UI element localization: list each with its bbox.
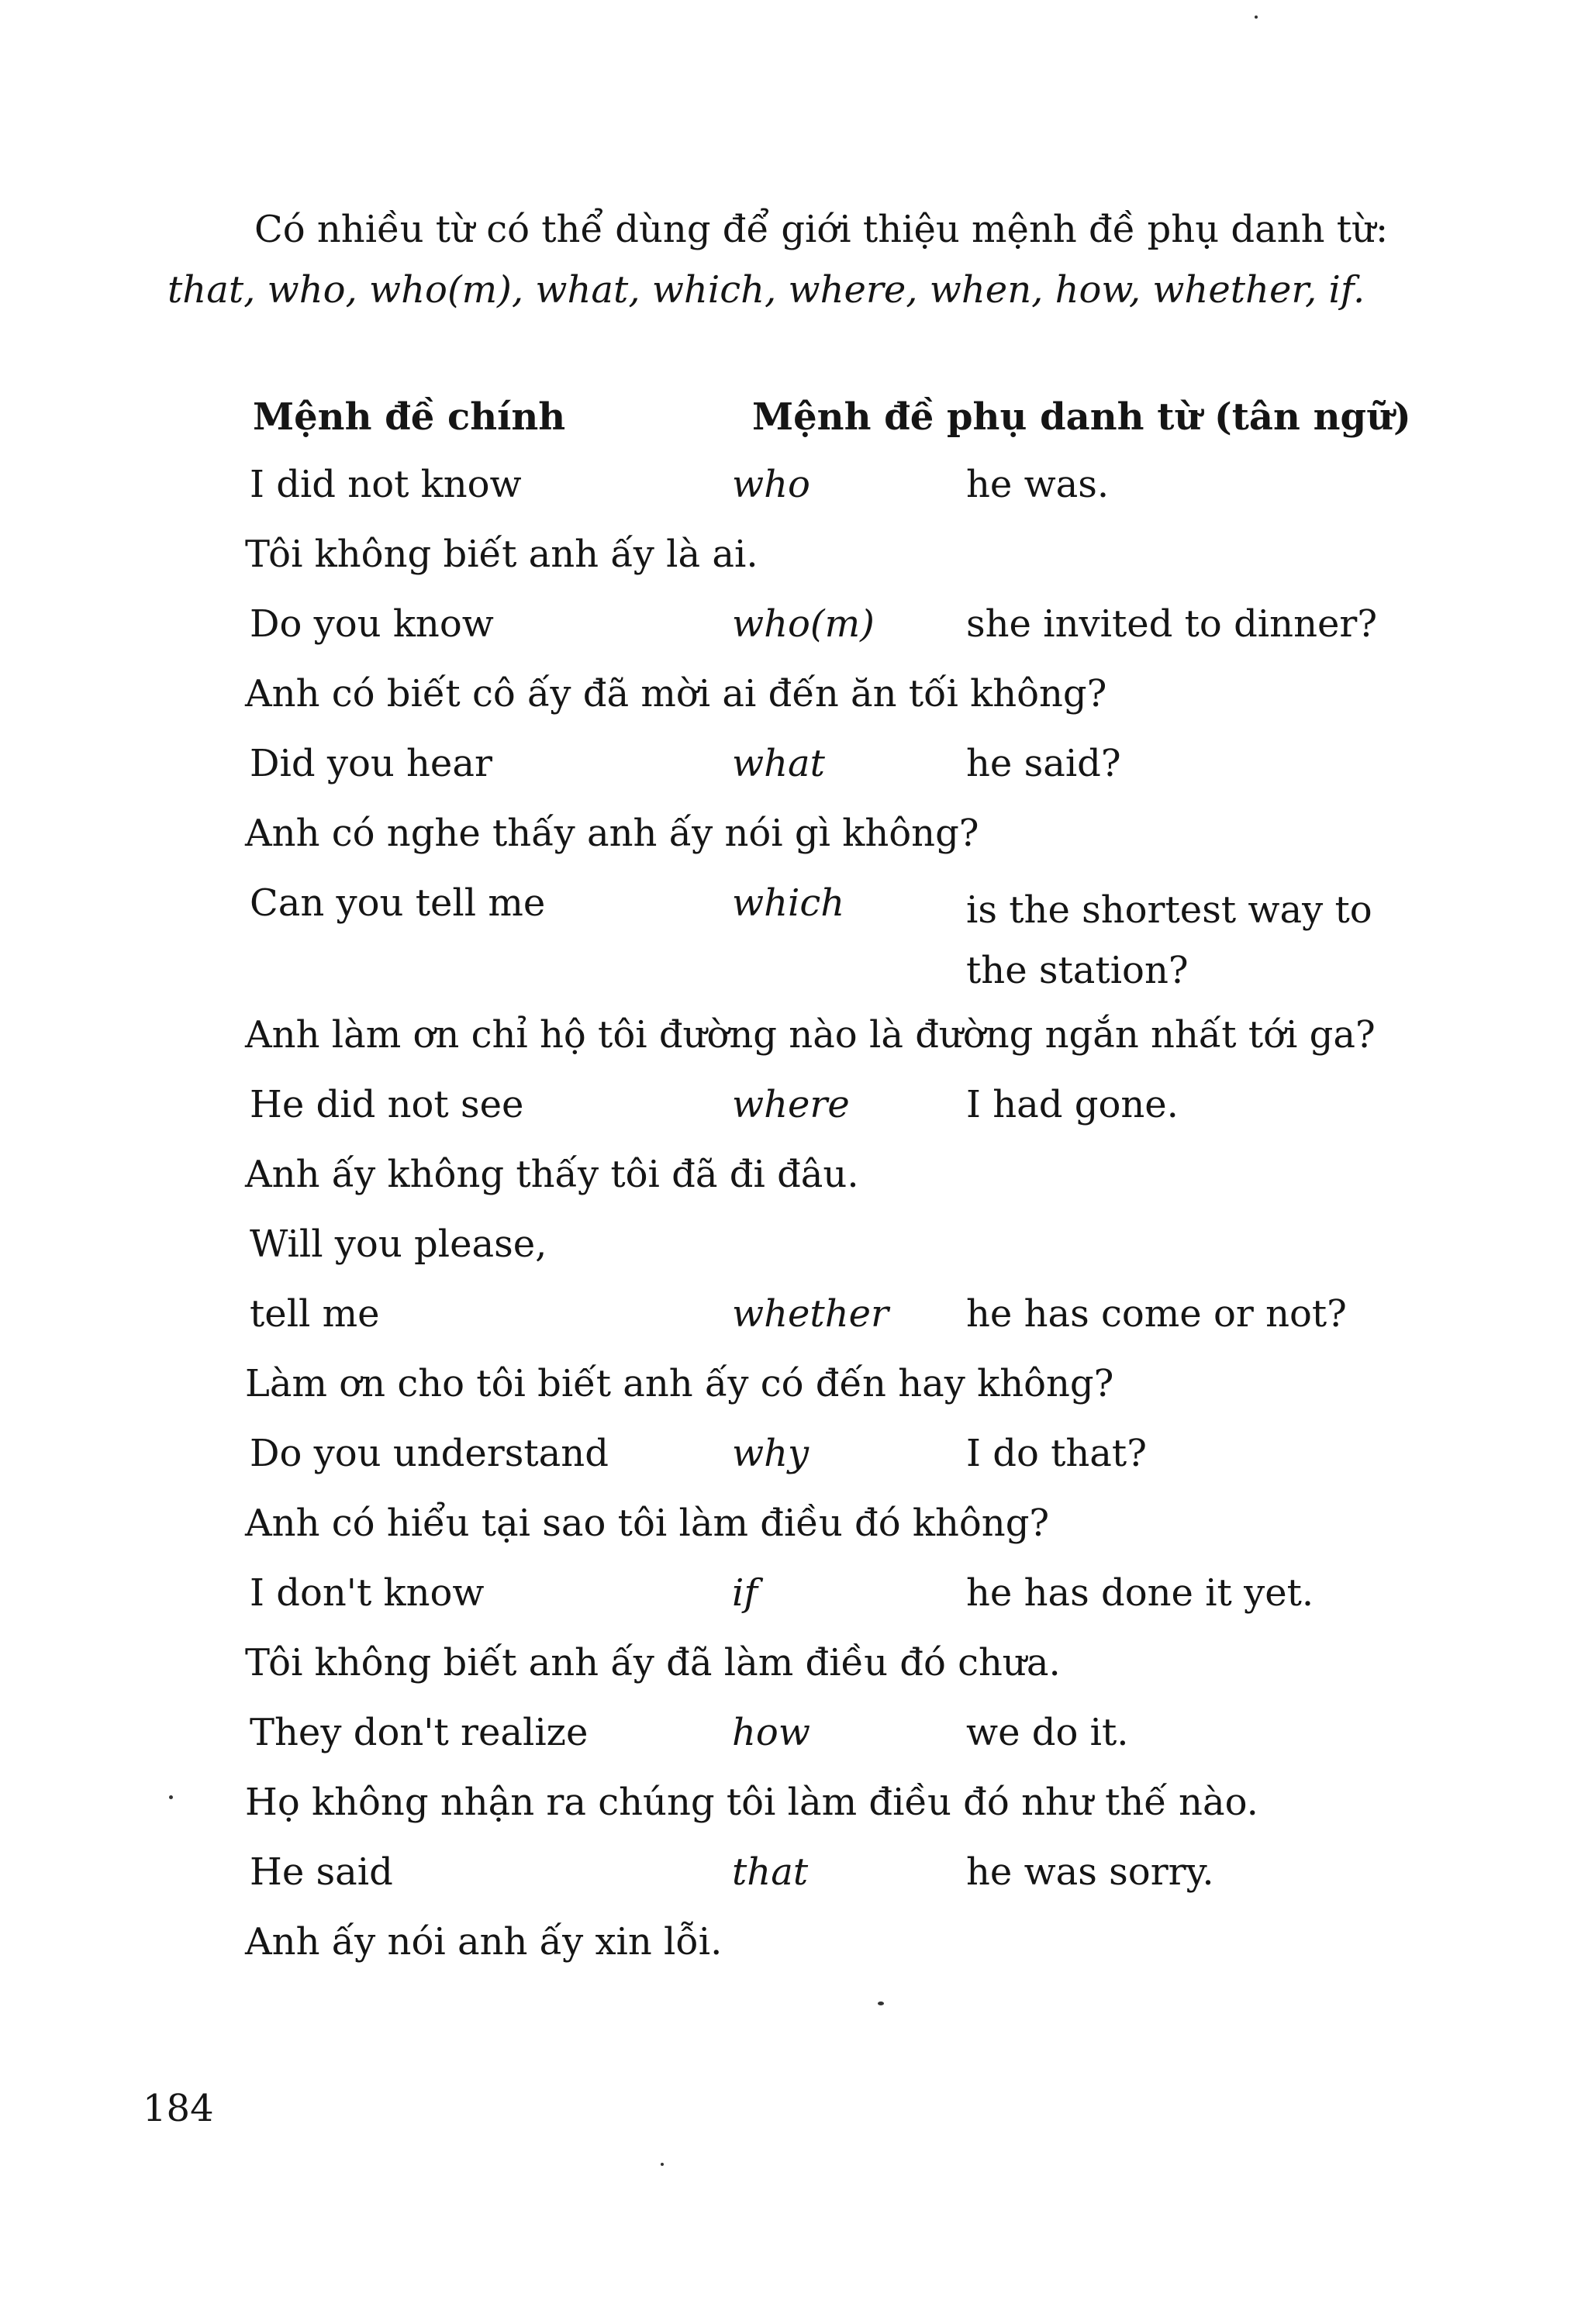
example-row xyxy=(0,1570,1588,1709)
scan-speck xyxy=(661,2163,664,2166)
main-clause: Will you please, xyxy=(250,1222,547,1266)
vietnamese-translation: Anh ấy nói anh ấy xin lỗi. xyxy=(245,1920,723,1964)
noun-clause: he was sorry. xyxy=(966,1850,1214,1894)
example-row xyxy=(0,1849,1588,1988)
main-clause: He did not see xyxy=(250,1083,524,1126)
connector-word: that xyxy=(732,1850,809,1894)
connector-word: why xyxy=(732,1432,810,1475)
main-clause: They don't realize xyxy=(250,1711,589,1754)
example-list xyxy=(0,461,1588,1988)
example-row xyxy=(0,601,1588,740)
connector-word: what xyxy=(732,742,825,785)
connector-word: who(m) xyxy=(732,602,875,646)
example-row xyxy=(0,740,1588,880)
main-clause: Did you hear xyxy=(250,742,492,785)
connector-word: where xyxy=(732,1083,850,1126)
main-clause: I don't know xyxy=(250,1571,485,1615)
scan-speck xyxy=(1255,16,1258,19)
intro-connector-list: that, who, who(m), what, which, where, when, how, whether, if. xyxy=(167,268,1365,312)
noun-clause: I do that? xyxy=(966,1432,1147,1475)
connector-word: if xyxy=(732,1571,758,1615)
noun-clause: he has come or not? xyxy=(966,1292,1347,1336)
main-clause: Do you understand xyxy=(250,1432,609,1475)
noun-clause: we do it. xyxy=(966,1711,1129,1754)
noun-clause: I had gone. xyxy=(966,1083,1179,1126)
main-clause: Can you tell me xyxy=(250,881,546,925)
page-number: 184 xyxy=(143,2087,214,2130)
main-clause: tell me xyxy=(250,1292,380,1336)
scan-speck xyxy=(169,1795,173,1799)
vietnamese-translation: Anh có hiểu tại sao tôi làm điều đó không? xyxy=(245,1502,1050,1545)
vietnamese-translation: Anh có nghe thấy anh ấy nói gì không? xyxy=(245,812,979,855)
example-row xyxy=(0,1709,1588,1849)
example-row xyxy=(0,1081,1588,1221)
noun-clause: is the shortest way to the station? xyxy=(966,888,1372,992)
example-row xyxy=(0,461,1588,601)
example-row xyxy=(0,1291,1588,1430)
vietnamese-translation: Anh có biết cô ấy đã mời ai đến ăn tối không? xyxy=(245,672,1107,715)
vietnamese-translation: Làm ơn cho tôi biết anh ấy có đến hay không? xyxy=(245,1362,1114,1405)
example-row xyxy=(0,1430,1588,1570)
main-clause: Do you know xyxy=(250,602,494,646)
main-clause: He said xyxy=(250,1850,393,1894)
noun-clause: she invited to dinner? xyxy=(966,602,1378,646)
intro-text-line: Có nhiều từ có thể dùng để giới thiệu mệnh đề phụ danh từ: xyxy=(254,208,1389,251)
vietnamese-translation: Anh ấy không thấy tôi đã đi đâu. xyxy=(245,1153,859,1196)
connector-word: how xyxy=(732,1711,810,1754)
scan-speck xyxy=(878,2002,884,2005)
vietnamese-translation: Tôi không biết anh ấy là ai. xyxy=(245,533,758,576)
vietnamese-translation: Anh làm ơn chỉ hộ tôi đường nào là đường ngắn nhất tới ga? xyxy=(245,1013,1376,1057)
connector-word: which xyxy=(732,881,845,925)
noun-clause: he said? xyxy=(966,742,1121,785)
header-main-clause: Mệnh đề chính xyxy=(253,395,566,439)
header-noun-clause: Mệnh đề phụ danh từ (tân ngữ) xyxy=(752,395,1411,439)
example-row xyxy=(0,1221,1588,1291)
connector-word: whether xyxy=(732,1292,889,1336)
main-clause: I did not know xyxy=(250,463,522,506)
vietnamese-translation: Tôi không biết anh ấy đã làm điều đó chưa. xyxy=(245,1641,1061,1684)
example-row xyxy=(0,880,1588,1081)
noun-clause: he has done it yet. xyxy=(966,1571,1314,1615)
vietnamese-translation: Họ không nhận ra chúng tôi làm điều đó như thế nào. xyxy=(245,1781,1258,1824)
noun-clause: he was. xyxy=(966,463,1110,506)
connector-word: who xyxy=(732,463,810,506)
